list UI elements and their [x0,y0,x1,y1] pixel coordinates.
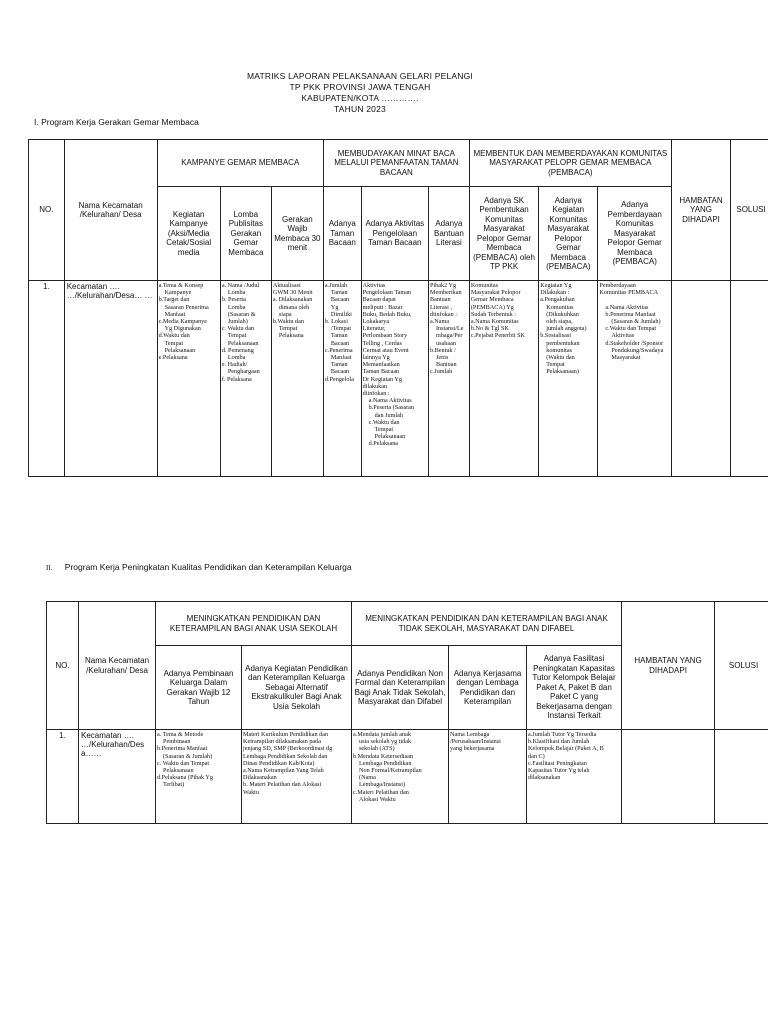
cell-line: jumlah anggota) [546,325,587,333]
col-nama: Nama Kecamatan /Kelurahan/ Desa [64,140,157,281]
cell-lines [156,730,242,824]
cell-line: Telling , Cerdas [362,339,402,347]
cell-line: a. Dilaksanakan [272,296,313,304]
cell-line: Pelaksana [278,332,304,340]
cell-line: Buku, Bedah Buku, [362,310,412,318]
cell-line: Pelaksanaan [227,339,259,347]
cell-line: d. Pemenang [221,346,254,354]
subheader-cell: Gerakan Wajib Membaca 30 menit [271,187,323,281]
cell-lines [271,281,323,477]
cell-line: Lomba [227,289,246,297]
cell-line: Memberikan [430,289,462,297]
col-nama: Nama Kecamatan /Kelurahan/ Desa [79,602,156,730]
cell-line: Komunitas [470,282,498,289]
cell-line: Lomba [227,354,246,362]
subheader-cell: Kegiatan Kampanye (Aksi/Media Cetak/Sosial media [157,187,220,281]
cell-line: a.Mendata jumlah anak [353,731,411,738]
col-no: NO. [47,602,79,730]
subheader-cell: Adanya Fasilitasi Peningkatan Kapasitas Tutor Kelompok Belajar Paket A, Paket B dan Paket C yang Bekerjasama dengan Instansi Terkait [527,646,622,730]
cell-line: Literasi , [430,303,452,311]
cell-lines [598,281,671,477]
cell-line: Ketrampilan dilaksanakan pada [243,738,321,746]
cell-line: Materi Kurikulum Pendidikan dan [243,731,329,738]
cell-line: /Perusahaan/Instansi [450,738,501,746]
cell-lines [323,281,361,477]
cell-line: dilakukan [362,382,388,390]
cell-line: usia sekolah yg tidak [359,738,412,746]
cell-line: d.Pengelola [324,375,354,383]
cell-line: b. Peserta [221,296,246,304]
cell-line: b.Penerima Manfaat [157,745,208,753]
cell-line: a.Nama [430,318,450,326]
cell-line: Pelaksanaan [374,433,406,441]
cell-line: Lomba [227,303,246,311]
cell-line: Bacaan [330,296,350,304]
cell-line: a.Tema & Konsep [158,282,204,289]
cell-line: Penghargaan [227,368,260,376]
cell-line: b. Lokasi [324,318,348,326]
cell-line: (Waktu dan [546,354,575,362]
row-number: 1. [47,730,79,824]
cell-line: Tempat [374,426,394,434]
cell-line: b.Bentuk / [430,346,456,354]
col-solusi: SOLUSI [715,602,768,730]
cell-line: c.Pejabat Penerbit SK [470,332,525,340]
cell-line: Aktivitas [611,332,635,340]
cell-line: Pendukung/Swadaya [611,346,664,354]
cell-line: Dinas Pendidikan Kab/Kota) [243,759,315,767]
cell-lines [157,281,220,477]
cell-line: d.Stakeholder /Sponsor [605,339,664,347]
cell-line: b.No & Tgl SK [470,325,509,333]
cell-line: dilaksanakan [528,774,561,782]
cell-line: c.Penerima [324,346,353,354]
cell-line: Tempat [278,325,298,333]
cell-lines [527,730,622,824]
cell-line: Kapasitas Tutor Yg telah [528,767,590,775]
section-2-title: Program Kerja Peningkatan Kualitas Pendidikan dan Keterampilan Keluarga [64,562,352,572]
cell-line: e. Hadiah/ [221,361,248,369]
group-anak-sekolah: MENINGKATKAN PENDIDIKAN DAN KETERAMPILAN BAGI ANAK USIA SEKOLAH [156,602,352,646]
cell-line: meliputi : Bazar [362,303,403,311]
cell-line: Komunitas PEMBACA [599,289,659,297]
cell-line: dimana oleh [278,303,310,311]
cell-line: b.Peserta (Sasaran [368,404,415,412]
cell-line: (Sasaran & [227,310,256,318]
document-title [0,71,720,115]
subheader-cell: Lomba Publisitas Gerakan Gemar Membaca [220,187,271,281]
cell-line: lainnya Yg [362,354,390,362]
cell-line: Pelaksanaan [164,346,196,354]
cell-line: Dilakukan : [540,289,570,297]
cell-line: yang bekerjasama [450,745,495,753]
cell-line: Dimiliki [330,310,352,318]
cell-line: Taman [330,361,348,369]
cell-line: Terlibat) [163,781,185,789]
cell-line: (Sasaran & Jumlah) [611,318,661,326]
group-kampanye: KAMPANYE GEMAR MEMBACA [157,140,323,187]
subheader-cell: Adanya Aktivitas Pengelolaan Taman Bacaan [361,187,428,281]
cell-line: Cermat atau Event [362,346,409,354]
cell-lines [361,281,428,477]
cell-line: Perlombaan Story [362,332,408,340]
cell-line: jenjang SD, SMP (Berkoordinasi dg [243,745,333,753]
cell-line: a.Pengakuhan [540,296,575,304]
cell-line: Waktu [243,788,259,796]
cell-line: a.Nama Aktivitas [605,303,649,311]
cell-line: Lokakarya [362,318,390,326]
group-komunitas: MEMBENTUK DAN MEMBERDAYAKAN KOMUNITAS MASYARAKAT PELOPR GEMAR MEMBACA (PEMBACA) [469,140,671,187]
cell-line: Bacaan dapat [362,296,396,304]
cell-line: c.Media Kampanye [158,318,208,326]
cell-line: a. Nama /Judul [221,282,260,289]
subheader-cell: Adanya Bantuan Literasi [429,187,470,281]
cell-lines [242,730,352,824]
cell-line: Komunitas [546,303,574,311]
cell-lines [539,281,598,477]
cell-line: Pelaksanaan [163,767,194,775]
cell-line: dan C) [528,752,545,760]
cell-line: Aktivitas [362,282,386,289]
subheader-cell: Adanya Kegiatan Komunitas Masyarakat Pelopor Gemar Membaca (PEMBACA) [539,187,598,281]
cell-line: komunitas [546,346,573,354]
cell-line: Kegiatan Yg [540,282,572,289]
cell-line: f. Pelaksana [221,375,252,383]
cell-line: Bacaan [330,368,350,376]
cell-line: Lembaga Pendidikan [359,759,412,767]
cell-line: c. Waktu dan [221,325,255,333]
row-number: 1. [29,281,65,477]
cell-line: pembentukan [546,339,580,347]
table-row [29,281,768,477]
cell-line: Taman [330,332,348,340]
subheader-cell: Adanya Pendidikan Non Formal dan Keterampilan Bagi Anak Tidak Sekolah, Masyarakat dan Difabel [352,646,449,730]
cell-line: Bantuan [430,296,451,304]
cell-line: b.Klasifikasi dan Jumlah [528,738,590,746]
cell-line: Sudah Terbentuk : [470,310,517,318]
cell-lines [352,730,449,824]
cell-line: dan Jumlah [374,411,404,419]
cell-line: a.Jumlah Tutor Yg Tersedia [528,731,597,738]
cell-line: c.Waktu dan Tempat [605,325,657,333]
cell-line: Dilaksanakan [243,774,277,782]
cell-line: Kampanye [164,289,192,297]
cell-line: (Sasaran & Jumlah) [163,752,213,760]
cell-line: Alokasi Waktu [359,795,396,803]
cell-line: Pelaksanaan) [546,368,579,376]
col-no: NO. [29,140,65,281]
cell-line: Yg [330,303,339,311]
cell-line: (PEMBACA) Yg [470,303,514,311]
cell-lines [469,281,538,477]
cell-line: Tempat [546,361,565,369]
cell-line: diinfokan : [430,310,457,318]
subheader-cell: Adanya Pemberdayaan Komunitas Masyarakat Pelopor Gemar Membaca (PEMBACA) [598,187,671,281]
cell-line: b. Materi Pelatihan dan Alokasi [243,781,322,789]
cell-line: Pengelolaan Taman [362,289,412,297]
cell-line [599,296,669,303]
section-2-roman: II. [46,564,53,572]
cell-line: c.Jumlah [430,368,453,376]
cell-line: Nama Lembaga [450,731,490,738]
subheader-cell: Adanya SK Pembentukan Komunitas Masyarakat Pelopor Gemar Membaca (PEMBACA) oleh TP PKK [469,187,538,281]
cell-line: Bacaan [330,339,350,347]
cell-line: Non Formal/Ketrampilan [359,767,422,775]
cell-line: a.Nama Aktivitas [368,397,412,405]
group-anak-tidak-sekolah: MENINGKATKAN PENDIDIKAN DAN KETERAMPILAN BAGI ANAK TIDAK SEKOLAH, MASYARAKAT DAN DIFABEL [352,602,622,646]
col-hambatan: HAMBATAN YANG DIHADAPI [622,602,715,730]
cell-line: e.Pelaksana [158,354,188,362]
solusi-cell [715,730,768,824]
cell-line: Lembaga/Instansi) [359,781,406,789]
cell-line: sekolah (ATS) [359,745,395,753]
col-hambatan: HAMBATAN YANG DIHADAPI [671,140,730,281]
cell-line: Lembaga Pendidikan Sekolah dan [243,752,328,760]
cell-line: Pihak2 Yg [430,282,457,289]
row-nama: Kecamatan …. …/Kelurahan/Desa… … [64,281,157,477]
cell-lines [449,730,527,824]
cell-line: Jumlah) [227,318,248,326]
title-line-2: TP PKK PROVINSI JAWA TENGAH [289,82,431,92]
cell-line: (Dikukuhkan [546,310,579,318]
cell-line: Pembinaan [163,738,191,746]
cell-line: Masyarakat [611,354,641,362]
cell-line: siapa [278,310,292,318]
cell-line: Yg Digunakan [164,325,201,333]
cell-line: Kelompok Belajar (Paket A, B [528,745,604,753]
section-2-heading [46,562,352,572]
title-line-4: TAHUN 2023 [334,104,386,114]
cell-line: Sasaran Penerima [164,303,209,311]
row-nama: Kecamatan …. …/Kelurahan/Des a…… [79,730,156,824]
table-gemar-membaca [28,139,768,477]
cell-line: mbaga/Per [436,332,463,340]
cell-line: (Nama [359,774,376,782]
hambatan-cell [671,281,730,477]
subheader-cell: Adanya Kerjasama dengan Lembaga Pendidikan dan Keterampilan [449,646,527,730]
cell-line: Memanfaatkan [362,361,400,369]
cell-line: Taman Bacaan [362,368,400,376]
title-line-3: KABUPATEN/KOTA …………. [301,93,419,103]
cell-line: Bantuan [436,361,457,369]
solusi-cell [731,281,768,477]
cell-line: diinfokan : [362,390,390,398]
cell-line: oleh siapa, [546,318,573,326]
cell-line: a.Jumlah [324,282,348,289]
group-minat-baca: MEMBUDAYAKAN MINAT BACA MELALUI PEMANFAATAN TAMAN BACAAN [323,140,469,187]
cell-line: Tempat [164,339,184,347]
cell-line: Taman [330,289,348,297]
cell-line: Aktualisasi [272,282,301,289]
section-1-heading: I. Program Kerja Gerakan Gemar Membaca [34,117,199,127]
cell-line: c.Fasilitasi Peningkatan [528,759,587,767]
table-row [47,730,768,824]
cell-line: Masyarakat Pelopor [470,289,521,297]
cell-line: a. Tema & Metode [157,731,204,738]
cell-line: b.Penerima Manfaat [605,310,656,318]
cell-line: Dr Kegiatan Yg [362,375,402,383]
subheader-cell: Adanya Kegiatan Pendidikan dan Keterampilan Keluarga Sebagai Alternatif Ekstrakulikuler Bagi Anak Usia Sekolah [242,646,352,730]
cell-line: Literatur, [362,325,386,333]
cell-line: d.Pelaksana [368,440,399,448]
title-line-1: MATRIKS LAPORAN PELAKSANAAN GELARI PELANGI [246,71,473,81]
cell-line: b.Target dan [158,296,190,304]
cell-line: Instansi/Le [436,325,464,333]
cell-line: /Tempat [330,325,352,333]
cell-line: a.Nama Ketrampilan Yang Telah [243,767,324,775]
cell-line: GWM 30 Menit [272,289,313,297]
cell-line: Tempat [227,332,247,340]
cell-line: d.Waktu dan [158,332,190,340]
cell-line: b.Waktu dan [272,318,304,326]
cell-line: b.Sosialisasi [540,332,572,340]
cell-line: usahaan [436,339,456,347]
table-pendidikan [46,601,768,824]
cell-line: c. Waktu dan Tempat [157,759,210,767]
cell-line: a.Nama Komunitas [470,318,519,326]
col-solusi: SOLUSI [731,140,768,281]
cell-line: c.Materi Pelatihan dan [353,788,409,796]
subheader-cell: Adanya Taman Bacaan [323,187,361,281]
cell-line: Jenis [436,354,449,362]
cell-line: Manfaat [164,310,186,318]
hambatan-cell [622,730,715,824]
cell-lines [429,281,470,477]
cell-line: b.Mendata Ketersediaan [353,752,414,760]
cell-line: Pemberdayaan [599,282,636,289]
cell-line: Gemar Membaca [470,296,514,304]
cell-line: d.Pelaksana (Pihak Yg [157,774,213,782]
subheader-cell: Adanya Pembinaan Keluarga Dalam Gerakan Wajib 12 Tahun [156,646,242,730]
cell-line: c.Waktu dan [368,418,400,426]
cell-lines [220,281,271,477]
cell-line: Manfaat [330,354,352,362]
